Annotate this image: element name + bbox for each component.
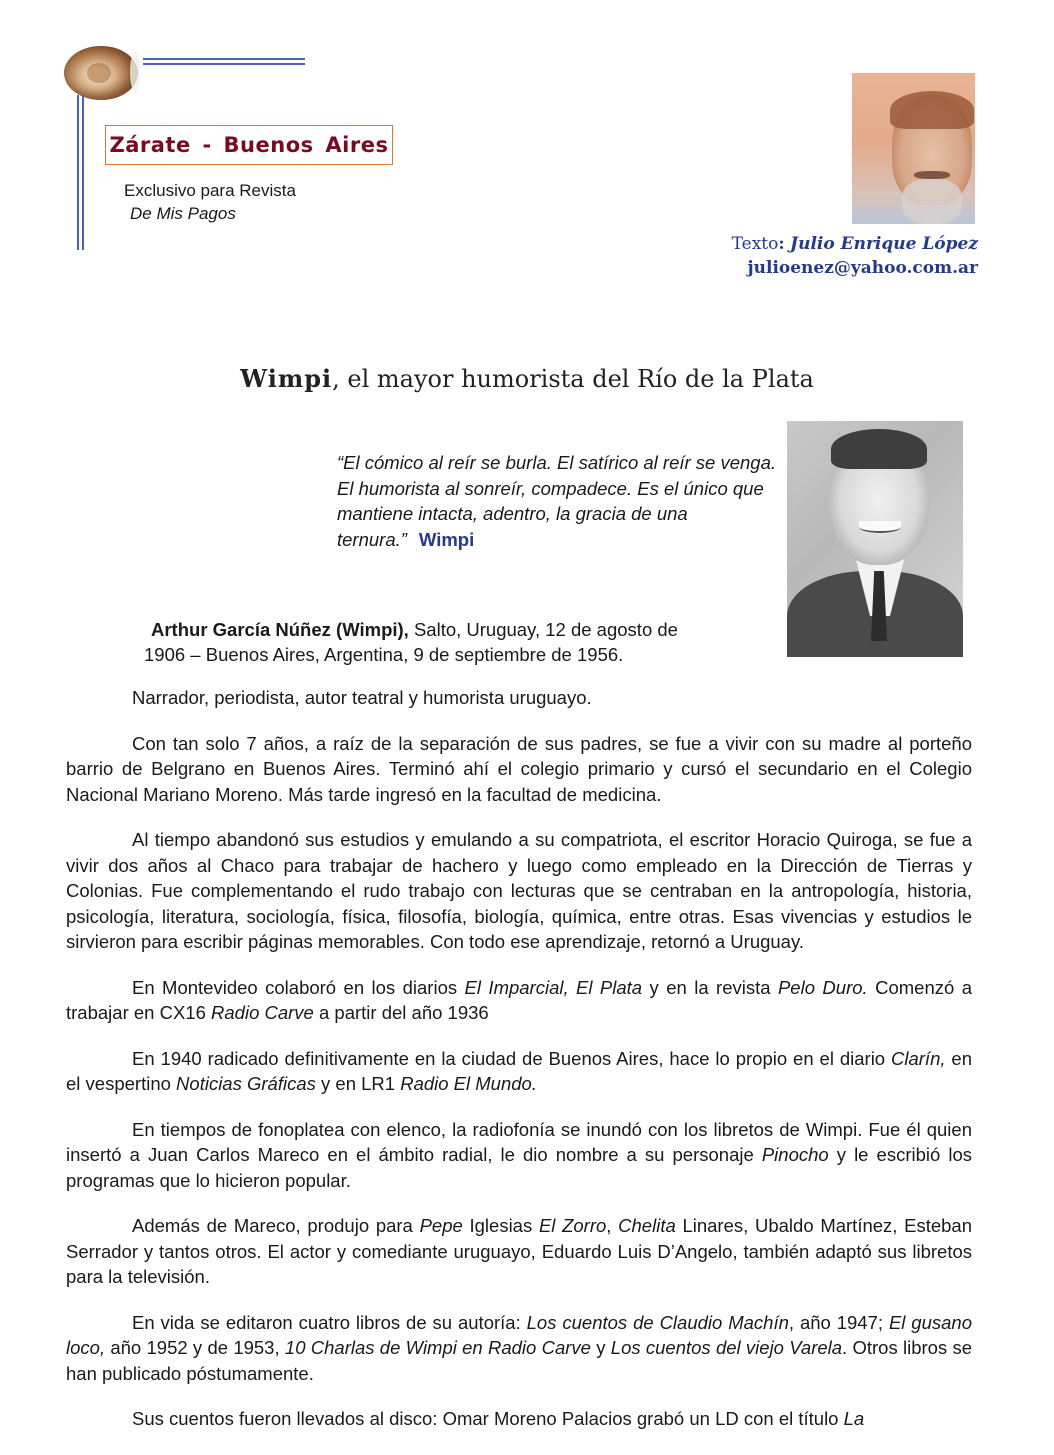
location-box bbox=[105, 125, 393, 165]
text-run: Linares, Ubaldo Martínez, Esteban Serrador y tantos otros. El actor y comediante uruguayo, Eduardo Luis D’Angelo, también adaptó sus libretos para la televisión. bbox=[66, 1215, 973, 1287]
italic-run: Chelita bbox=[618, 1215, 676, 1236]
text-run: , año 1947; bbox=[788, 1311, 889, 1333]
side-rule-secondary bbox=[82, 95, 84, 250]
text-run: En 1940 radicado definitivamente en la ciudad de Buenos Aires, hace lo propio en el diario bbox=[132, 1047, 892, 1069]
article-title-strong: Wimpi bbox=[240, 364, 333, 393]
italic-run: Clarín, bbox=[891, 1047, 946, 1069]
bio-lead bbox=[144, 617, 784, 667]
italic-run: Los cuentos de Claudio Machín bbox=[526, 1311, 789, 1333]
author-email-link[interactable]: julioenez@yahoo.com.ar bbox=[747, 258, 978, 278]
body-paragraph bbox=[66, 1406, 972, 1432]
italic-run: Radio Carve bbox=[211, 1002, 314, 1023]
exclusive-note bbox=[124, 179, 296, 225]
body-paragraph bbox=[66, 731, 972, 808]
bio-name: Arthur García Núñez (Wimpi), bbox=[151, 619, 409, 640]
top-rule-secondary bbox=[143, 63, 305, 65]
author-photo-mustache bbox=[914, 171, 950, 179]
text-run: . Otros libros se han publicado póstumamente. bbox=[66, 1337, 972, 1384]
text-run: en el vespertino bbox=[66, 1047, 973, 1094]
italic-run: 10 Charlas de Wimpi en Radio Carve bbox=[284, 1337, 591, 1358]
quote-attribution: Wimpi bbox=[418, 528, 475, 550]
credit-label: Texto bbox=[731, 234, 779, 254]
top-rule bbox=[143, 58, 305, 60]
author-name: Julio Enrique López bbox=[790, 234, 978, 254]
author-photo-beard bbox=[902, 179, 962, 224]
text-run: y en la revista bbox=[642, 976, 778, 998]
body-paragraph bbox=[66, 827, 972, 955]
body-paragraph bbox=[66, 1213, 972, 1290]
text-run: Además de Mareco, produjo para bbox=[132, 1215, 420, 1236]
article-title bbox=[0, 364, 1054, 393]
text-run: Comenzó a trabajar en CX16 bbox=[66, 976, 972, 1023]
wimpi-photo-smile bbox=[859, 521, 901, 533]
epigraph-quote bbox=[337, 450, 777, 552]
italic-run: Pelo Duro. bbox=[777, 976, 868, 998]
italic-run: El Imparcial, El Plata bbox=[464, 976, 643, 998]
body-paragraph bbox=[66, 975, 972, 1026]
italic-run: Los cuentos del viejo Varela bbox=[610, 1337, 843, 1358]
exclusive-line: Exclusivo para Revista bbox=[124, 181, 296, 200]
text-run: año 1952 y de 1953, bbox=[105, 1337, 285, 1358]
italic-run: Pepe bbox=[419, 1215, 463, 1236]
author-photo-hair bbox=[890, 91, 974, 129]
text-run: Iglesias bbox=[462, 1215, 539, 1236]
wimpi-photo-hair bbox=[831, 429, 927, 469]
italic-run: Noticias Gráficas bbox=[176, 1073, 316, 1094]
text-run: Al tiempo abandonó sus estudios y emulando a su compatriota, el escritor Horacio Quiroga, se fue a vivir dos años al Chaco para trabajar de hachero y luego como empleado en la Dirección de Tierras y Colonias. Fue complementando el rudo trabajo con lecturas que se centraban en la antropología, historia, psicología, literatura, sociología, física, filosofía, biología, química, entre otras. Esas vivencias y estudios le sirvieron para escribir páginas memorables. Con todo ese aprendizaje, retornó a Uruguay. bbox=[66, 829, 972, 952]
italic-run: El gusano loco, bbox=[66, 1311, 972, 1358]
bio-line-2: 1906 – Buenos Aires, Argentina, 9 de septiembre de 1956. bbox=[144, 644, 624, 665]
text-run: a partir del año 1936 bbox=[313, 1002, 489, 1023]
text-run: En vida se editaron cuatro libros de su autoría: bbox=[132, 1311, 527, 1333]
body-paragraph bbox=[66, 1310, 972, 1387]
quote-text: “El cómico al reír se burla. El satírico al reír se venga. El humorista al sonreír, compadece. Es el único que mantiene intacta, adentro, la gracia de una ternura.” bbox=[337, 452, 777, 550]
bio-line-1 bbox=[144, 617, 784, 642]
italic-run: Radio El Mundo. bbox=[400, 1073, 537, 1094]
decorative-ornament-icon bbox=[64, 46, 138, 100]
text-run: En tiempos de fonoplatea con elenco, la radiofonía se inundó con los libretos de Wimpi. Fue él quien insertó a Juan Carlos Mareco en el ámbito radial, le dio nombre a su personaje bbox=[66, 1118, 972, 1165]
author-photo bbox=[852, 73, 975, 224]
text-run: y le escribió los programas que lo hicieron popular. bbox=[66, 1144, 972, 1191]
body-paragraphs bbox=[66, 731, 972, 1432]
bio-birth: Salto, Uruguay, 12 de agosto de bbox=[413, 619, 678, 640]
text-run: En Montevideo colaboró en los diarios bbox=[132, 976, 465, 998]
text-run: , bbox=[606, 1215, 619, 1236]
article-title-rest: , el mayor humorista del Río de la Plata bbox=[332, 365, 814, 393]
location-label: Zárate - Buenos Aires bbox=[109, 133, 389, 157]
text-run: Con tan solo 7 años, a raíz de la separación de sus padres, se fue a vivir con su madre al porteño barrio de Belgrano en Buenos Aires. Terminó ahí el colegio primario y cursó el secundario en el Colegio Nacional Mariano Moreno. Más tarde ingresó en la facultad de medicina. bbox=[66, 732, 972, 805]
wimpi-photo bbox=[787, 421, 963, 657]
side-rule bbox=[77, 95, 79, 250]
author-credit bbox=[732, 232, 978, 280]
text-run: y en LR1 bbox=[315, 1073, 401, 1094]
text-run: Sus cuentos fueron llevados al disco: Omar Moreno Palacios grabó un LD con el título bbox=[132, 1408, 844, 1429]
text-run: y bbox=[590, 1337, 611, 1358]
credit-colon: : bbox=[778, 234, 785, 254]
magazine-name: De Mis Pagos bbox=[130, 204, 236, 223]
italic-run: La bbox=[843, 1408, 865, 1429]
intro-paragraph: Narrador, periodista, autor teatral y humorista uruguayo. bbox=[132, 687, 592, 708]
italic-run: Pinocho bbox=[761, 1144, 829, 1165]
article-body bbox=[66, 685, 972, 1452]
body-paragraph bbox=[66, 1117, 972, 1194]
body-paragraph bbox=[66, 1046, 972, 1097]
italic-run: El Zorro bbox=[538, 1215, 607, 1236]
